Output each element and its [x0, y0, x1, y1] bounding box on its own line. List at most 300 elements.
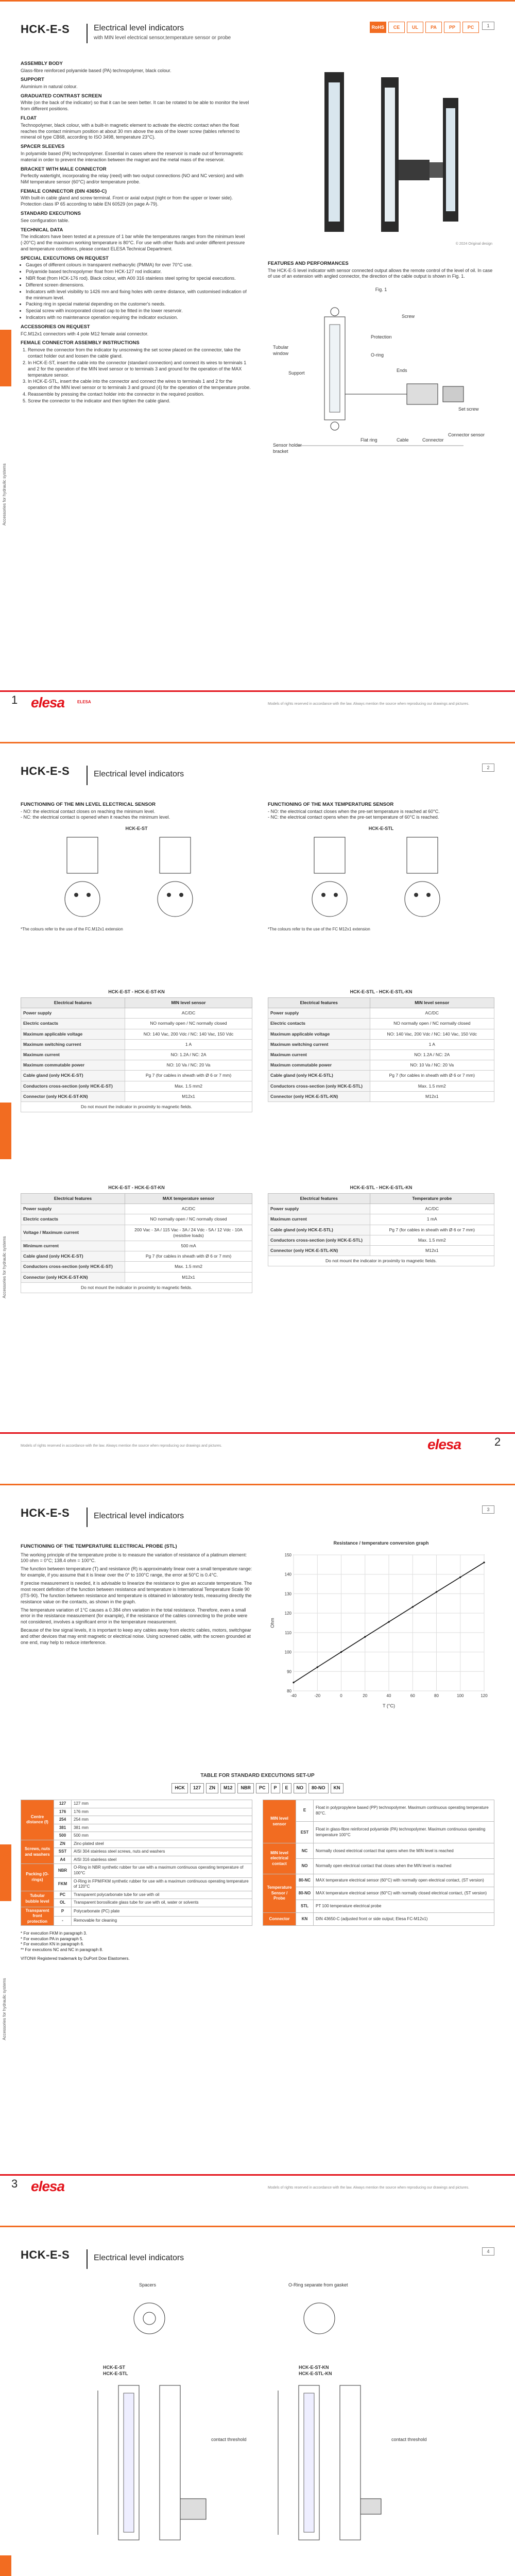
y-tick-label: 130	[284, 1591, 291, 1597]
page-title: Electrical level indicators	[94, 24, 184, 32]
resistance-chart	[268, 1547, 494, 1711]
table-row	[268, 1019, 494, 1029]
section-heading: FLOAT	[21, 115, 37, 122]
disclaimer: Models of rights reserved in accordance with the law. Always mention the source when reproducing our drawings and pictures.	[21, 1444, 222, 1448]
table-row	[21, 1008, 252, 1019]
badge-ul: UL	[407, 22, 423, 33]
table-min-sensor-stl	[268, 989, 494, 1102]
code-cell: 176	[54, 1808, 72, 1816]
product-code: HCK-E-S	[21, 2248, 70, 2261]
x-tick-label: 20	[363, 1693, 368, 1698]
product-description	[21, 58, 252, 404]
data-point	[483, 1562, 485, 1563]
cell: Max. 1.5 mm2	[370, 1235, 494, 1245]
cell: Maximum applicable voltage	[268, 1029, 370, 1039]
table-row	[268, 1060, 494, 1071]
code-cell: E	[296, 1800, 314, 1822]
table-row	[21, 1039, 252, 1049]
table-row	[268, 1225, 494, 1235]
page-top-bar	[0, 2226, 515, 2227]
table-row	[268, 1245, 494, 1256]
page-title: Electrical level indicators	[94, 2253, 184, 2262]
cell: Power supply	[21, 1008, 125, 1019]
section-text: White (on the back of the indicator) so that it can be seen better. It can be rotated to be able to monitor the level from different positions.	[21, 100, 249, 112]
table-row	[21, 1848, 252, 1856]
cell: Cable gland (only HCK-E-ST)	[21, 1251, 125, 1262]
side-tab	[0, 330, 11, 386]
page-top-bar	[0, 742, 515, 743]
page-3	[0, 1484, 515, 2215]
cell: Electric contacts	[21, 1019, 125, 1029]
description-cell: Float in glass-fibre reinforced polyamide (PA) technopolymer. Maximum continuous operating temperature 100°C	[314, 1822, 494, 1843]
code-part: 127	[190, 1783, 204, 1793]
description-cell: 500 mm	[72, 1832, 252, 1840]
code-part: PC	[256, 1783, 269, 1793]
side-tab	[0, 1844, 11, 1901]
table-row	[263, 1800, 494, 1822]
header-separator	[87, 1507, 88, 1527]
list-item: 2. In HCK-E-ST, insert the cable into the connector (standard connection) and connect its wires to terminals 1 and 2 for the operation of the MIN level sensor or to terminals 3 and ground for the operation of the MAX temperature sensor.	[28, 360, 252, 379]
section-text: The indicators have been tested at a pressure of 1 bar while the temperatures ranges from the minimum level (-20°C) and the maximum working temperature is 80°C. For use with other fluids and under different pressure and temperature conditions, please contact ELESA Technical Department.	[21, 234, 245, 251]
code-cell: P	[54, 1907, 72, 1916]
cell: Maximum current	[268, 1049, 370, 1060]
section-heading: FUNCTIONING OF THE MAX TEMPERATURE SENSOR	[268, 802, 394, 807]
code-cell: 254	[54, 1816, 72, 1824]
y-axis-label: Ohm	[270, 1618, 275, 1628]
section-heading: FUNCTIONING OF THE TEMPERATURE ELECTRICAL PROBE (STL)	[21, 1544, 177, 1549]
cell: Pg 7 (for cables in sheath with Ø 6 or 7 mm)	[370, 1071, 494, 1081]
footer-bar	[0, 690, 515, 692]
table-row	[21, 1204, 252, 1214]
table-row	[21, 1800, 252, 1808]
config-title: TABLE FOR STANDARD EXECUTIONS SET-UP	[200, 1773, 315, 1778]
cell: Maximum applicable voltage	[21, 1029, 125, 1039]
badge-pp: PP	[444, 22, 460, 33]
data-point	[293, 1682, 294, 1683]
probe-functioning	[21, 1540, 252, 1646]
table-header: MIN level sensor	[125, 997, 252, 1008]
table-temp-probe	[268, 1185, 494, 1266]
list-item: • Indicators with no maintenance operation requiring the indicator exclusion.	[26, 315, 252, 321]
data-point	[317, 1666, 318, 1668]
cell: NO normally open / NC normally closed	[370, 1019, 494, 1029]
section-heading: FEMALE CONNECTOR (DIN 43650-C)	[21, 188, 107, 194]
table-header: Electrical features	[268, 1193, 370, 1204]
table-row	[263, 1859, 494, 1874]
data-point	[436, 1591, 437, 1592]
cell: NO normally open / NC normally closed	[125, 1019, 252, 1029]
drawing-title-right: HCK-E-ST-KN	[299, 2365, 329, 2370]
description-cell: O-Ring in NBR synthetic rubber for use with a maximum continuous operating temperature of 100°C	[72, 1864, 252, 1877]
special-executions-list	[21, 262, 252, 321]
section-heading: STANDARD EXECUTIONS	[21, 211, 81, 217]
section-text: Glass-fibre reinforced polyamide based (PA) technopolymer, black colour.	[21, 67, 171, 73]
y-tick-label: 150	[284, 1552, 291, 1557]
table-row	[21, 1241, 252, 1251]
label-connector-sensor: Connector sensor	[448, 432, 485, 438]
y-tick-label: 80	[287, 1688, 291, 1693]
table-row	[21, 1824, 252, 1832]
table-header: MIN level sensor	[370, 997, 494, 1008]
description-cell: Removable for cleaning	[72, 1917, 252, 1926]
table-row	[268, 1071, 494, 1081]
footnote: * For execution KN in paragraph 6.	[21, 1942, 84, 1947]
drawing-title-left2: HCK-E-STL	[103, 2371, 128, 2376]
code-cell: KN	[296, 1913, 314, 1926]
description-cell: AISI 316 stainless steel	[72, 1856, 252, 1864]
table-header: Temperature probe	[370, 1193, 494, 1204]
section-heading: FEMALE CONNECTOR ASSEMBLY INSTRUCTIONS	[21, 340, 140, 346]
code-part: M12	[220, 1783, 236, 1793]
section-heading: BRACKET WITH MALE CONNECTOR	[21, 166, 107, 172]
page-index: 4	[482, 2247, 494, 2256]
cell: Pg 7 (for cables in sheath with Ø 6 or 7 mm)	[125, 1071, 252, 1081]
code-cell: ZN	[54, 1840, 72, 1848]
section-text: The HCK-E-S level indicator with sensor connected output allows the remote control of the level of oil. In case of use of an extension with angled connector, the direction of the cable output is shown in Fig. 1.	[268, 267, 493, 279]
code-cell: 80-NC	[296, 1874, 314, 1887]
paragraph: If precise measurement is needed, it is advisable to linearize the resistance to give an accurate temperature. The most recent definition of the function between resistance and temperature is International Temperature Scale 90 (ITS-90). The function between resistance and temperature is obtained in laboratory tests, measuring directly the resistance value on the contacts, as shown in the graph.	[21, 1581, 252, 1604]
page-title: Electrical level indicators	[94, 1512, 184, 1520]
contact-label-right: contact threshold	[391, 2437, 427, 2442]
table-row	[21, 1856, 252, 1864]
table-row	[268, 1049, 494, 1060]
code-cell: A4	[54, 1856, 72, 1864]
cell: Connector (only HCK-E-ST-KN)	[21, 1091, 125, 1101]
section-heading: ACCESSORIES ON REQUEST	[21, 324, 90, 330]
cell: NO normally open / NC normally closed	[125, 1214, 252, 1225]
product-code: HCK-E-S	[21, 1506, 70, 1519]
oring-label: O-Ring separate from gasket	[288, 2282, 348, 2287]
section-text: With built-in cable gland and screw terminal. Front or axial output (right or from the upper or lower side). Protection class IP 65 according to table EN 60529 (on page A-79).	[21, 195, 233, 207]
page-title: Electrical level indicators	[94, 770, 184, 778]
x-tick-label: 0	[340, 1693, 342, 1698]
spacers-label: Spacers	[139, 2282, 157, 2287]
category-cell: MIN level sensor	[263, 1800, 296, 1843]
page-index: 2	[482, 764, 494, 772]
table-row	[268, 1008, 494, 1019]
cell: Conductors cross-section (only HCK-E-ST)	[21, 1262, 125, 1272]
diagram-note: *The colours refer to the use of the FC.M12x1 extension	[21, 927, 123, 932]
cell: Conductors cross-section (only HCK-E-STL)	[268, 1081, 370, 1091]
list-item: • Different screen dimensions.	[26, 282, 252, 289]
assembly-instructions	[21, 347, 252, 404]
code-part: 80-NO	[308, 1783, 329, 1793]
section-heading: SUPPORT	[21, 77, 44, 83]
cell: Power supply	[21, 1204, 125, 1214]
code-cell: 80-NO	[296, 1887, 314, 1900]
features-block	[268, 258, 494, 484]
cell: Max. 1.5 mm2	[370, 1081, 494, 1091]
page-index: 3	[482, 1505, 494, 1514]
diagram-title: HCK-E-STL	[368, 826, 394, 832]
cell: Maximum commutable power	[21, 1060, 125, 1071]
list-item: 4. Reassemble by pressing the contact holder into the connector in the required position.	[28, 392, 252, 398]
category-cell: Packing (O-rings)	[21, 1864, 54, 1891]
cell: Maximum current	[21, 1049, 125, 1060]
label-cable: Cable	[397, 437, 409, 443]
page-footer	[0, 1432, 515, 1463]
page-footer	[0, 690, 515, 721]
diagram-title: HCK-E-ST	[125, 826, 148, 832]
table-row	[21, 1808, 252, 1816]
cell: AC/DC	[125, 1204, 252, 1214]
level-indicator-photo-icon	[288, 57, 494, 247]
cell: NO: 140 Vac, 200 Vdc / NC: 140 Vac, 150 Vdc	[125, 1029, 252, 1039]
description-cell: Float in polypropylene based (PP) technopolymer. Maximum continuous operating temperature 80°C.	[314, 1800, 494, 1822]
footnote: * For execution PA in paragraph 5.	[21, 1936, 83, 1941]
section-text: FC.M12x1 connectors with 4 pole M12 female axial connector.	[21, 331, 149, 336]
description-cell: MAX temperature electrical sensor (60°C) with normally open electrical contact, (ST version)	[314, 1874, 494, 1887]
max-temp-function	[268, 799, 494, 933]
code-cell: OL	[54, 1899, 72, 1907]
config-code-row	[21, 1783, 494, 1793]
config-section	[21, 1772, 494, 1961]
cell: Pg 7 (for cables in sheath with Ø 6 or 7 mm)	[125, 1251, 252, 1262]
label-protection: Protection	[371, 334, 392, 340]
table-row	[263, 1822, 494, 1843]
page-number: 1	[11, 693, 18, 706]
description-cell: Zinc-plated steel	[72, 1840, 252, 1848]
table-row	[263, 1900, 494, 1913]
side-label: Accessories for hydraulic systems	[2, 1978, 7, 2040]
table-title: HCK-E-ST - HCK-E-ST-KN	[108, 1185, 165, 1190]
section-heading: SPECIAL EXECUTIONS ON REQUEST	[21, 255, 109, 261]
label-oring: O-ring	[371, 352, 384, 358]
table-row	[21, 1081, 252, 1091]
header-separator	[87, 766, 88, 785]
code-part: ZN	[206, 1783, 218, 1793]
table-row	[21, 1102, 252, 1112]
footer-bar	[0, 1432, 515, 1434]
code-part: NBR	[237, 1783, 254, 1793]
drawing-title-left: HCK-E-ST	[103, 2365, 125, 2370]
contact-label-left: contact threshold	[211, 2437, 247, 2442]
table-title: HCK-E-STL - HCK-E-STL-KN	[350, 1185, 413, 1190]
badge-pc: PC	[462, 22, 479, 33]
table-row	[21, 1272, 252, 1282]
page-header	[21, 1505, 494, 1531]
list-item: • NBR float (from HCK-176 rod). Black colour, with A00 316 stainless steel spring for special executions.	[26, 276, 252, 282]
footnote: * For execution FKM in paragraph 3.	[21, 1931, 87, 1936]
code-cell: PC	[54, 1891, 72, 1899]
side-label: Accessories for hydraulic systems	[2, 463, 7, 526]
table-row	[268, 1091, 494, 1101]
wiring-diagram-right	[268, 832, 494, 925]
section-heading: GRADUATED CONTRAST SCREEN	[21, 93, 102, 99]
x-tick-label: -40	[290, 1693, 297, 1698]
section-text: See configuration table.	[21, 217, 70, 223]
y-tick-label: 110	[285, 1630, 291, 1635]
table-row	[21, 1091, 252, 1101]
table-row	[268, 1214, 494, 1225]
cell: Maximum switching current	[21, 1039, 125, 1049]
code-part: P	[271, 1783, 280, 1793]
code-cell: 127	[54, 1800, 72, 1808]
data-point	[412, 1606, 414, 1607]
table-header: Electrical features	[268, 997, 370, 1008]
photo-caption: © 2024 Original design	[455, 242, 492, 246]
data-point	[364, 1636, 366, 1637]
table-row	[21, 1029, 252, 1039]
product-code: HCK-E-S	[21, 23, 70, 36]
table-row	[268, 1235, 494, 1245]
badge-ce: CE	[388, 22, 405, 33]
x-axis-label: T (°C)	[383, 1703, 395, 1708]
paragraph: The temperature variation of 1°C causes a 0.384 ohm variation in the total resistance. Therefore, even a small error in the resistance measurement (for example), if the resistance of the cables connecting to the probe were not considered, involves a significant error in the temperature measurement.	[21, 1607, 248, 1625]
category-cell: Temperature Sensor / Probe	[263, 1874, 296, 1912]
table-title: HCK-E-STL - HCK-E-STL-KN	[350, 989, 413, 994]
table-row	[21, 1251, 252, 1262]
description-cell: O-Ring in FPM/FKM synthetic rubber for use with a maximum continuous operating temperature of 120°C	[72, 1877, 252, 1891]
code-cell: 381	[54, 1824, 72, 1832]
cell: Connector (only HCK-E-ST-KN)	[21, 1272, 125, 1282]
code-cell: STL	[296, 1900, 314, 1913]
category-cell: Connector	[263, 1913, 296, 1926]
cell: Do not mount the indicator in proximity to magnetic fields.	[21, 1102, 252, 1112]
side-tab	[0, 1103, 11, 1159]
category-cell: Centre distance (f)	[21, 1800, 54, 1840]
y-tick-label: 100	[284, 1650, 291, 1655]
cell: Pg 7 (for cables in sheath with Ø 6 or 7 mm)	[370, 1225, 494, 1235]
description-cell: 127 mm	[72, 1800, 252, 1808]
section-text: - NO: the electrical contact closes when the pre-set temperature is reached at 60°C. - NC: the electrical contact opens when the pre-set temperature of 60°C is reached.	[268, 808, 440, 820]
table-header: Electrical features	[21, 1193, 125, 1204]
cell: 200 Vac - 3A / 115 Vac - 3A / 24 Vdc - 5A / 12 Vdc - 10A (resistive loads)	[125, 1225, 252, 1241]
page-footer	[0, 2174, 515, 2205]
cell: NO: 10 Va / NC: 20 Va	[125, 1060, 252, 1071]
code-cell: FKM	[54, 1877, 72, 1891]
table-row	[263, 1887, 494, 1900]
cell: AC/DC	[370, 1008, 494, 1019]
description-cell: DIN 43650-C (adjusted front or side output; Elesa FC-M12x1)	[314, 1913, 494, 1926]
list-item: 1. Remove the connector from the indicator by unscrewing the set screw placed on the connector, take the contact holder out and loosen the cable gland.	[28, 347, 252, 360]
page-1	[0, 0, 515, 732]
category-cell: MIN level electrical contact	[263, 1843, 296, 1874]
table-min-sensor-st	[21, 989, 252, 1112]
brand-logo: elesa	[31, 694, 65, 710]
description-cell: Transparent polycarbonate tube for use with oil	[72, 1891, 252, 1899]
page-2	[0, 742, 515, 1473]
code-part: HCK	[171, 1783, 188, 1793]
cell: Maximum switching current	[268, 1039, 370, 1049]
section-heading: SPACER SLEEVES	[21, 144, 65, 150]
certification-badges	[370, 22, 479, 33]
category-cell: Transparent front protection	[21, 1907, 54, 1926]
code-cell: NBR	[54, 1864, 72, 1877]
cell: Voltage / Maximum current	[21, 1225, 125, 1241]
spec-table	[21, 997, 252, 1112]
page-number: 3	[11, 2177, 18, 2190]
table-row	[263, 1843, 494, 1859]
section-text: In polyamide based (PA) technopolymer. Essential in cases where the reservoir is made out of ferromagnetic material in order to prevent the interaction between the magnet and the metal mass of the reservoir.	[21, 150, 244, 162]
label-sensor-holder: Sensor holder bracket	[273, 443, 302, 454]
description-cell: 381 mm	[72, 1824, 252, 1832]
dimensional-drawing	[72, 2282, 464, 2571]
cell: NO: 1.2A / NC: 2A	[370, 1049, 494, 1060]
label-connector: Connector	[422, 437, 444, 443]
code-part: NO	[294, 1783, 307, 1793]
wiring-diagram-left	[21, 832, 252, 925]
cell: 1 A	[125, 1039, 252, 1049]
side-tab	[0, 2555, 11, 2576]
table-row	[21, 1816, 252, 1824]
cell: Cable gland (only HCK-E-ST)	[21, 1071, 125, 1081]
config-tables	[21, 1800, 494, 1926]
description-cell: Polycarbonate (PC) plate	[72, 1907, 252, 1916]
cell: Do not mount the indicator in proximity to magnetic fields.	[268, 1256, 494, 1266]
section-text: - NO: the electrical contact closes on reaching the minimum level. - NC: the electrical contact is opened when it reaches the minimum level.	[21, 808, 170, 820]
list-item: 5. Screw the connector to the indicator and then tighten the cable gland.	[28, 398, 252, 404]
table-row	[21, 1864, 252, 1877]
table-row	[21, 1877, 252, 1891]
section-heading: TECHNICAL DATA	[21, 227, 63, 233]
spec-table	[268, 1193, 494, 1267]
cell: M12x1	[370, 1245, 494, 1256]
table-row	[268, 1039, 494, 1049]
table-row	[21, 1019, 252, 1029]
table-row	[21, 1049, 252, 1060]
header-separator	[87, 2249, 88, 2269]
list-item: • Polyamide based technopolymer float from HCK-127 rod indicator.	[26, 269, 252, 275]
cell: M12x1	[125, 1091, 252, 1101]
x-tick-label: 120	[480, 1693, 488, 1698]
page-left-code: ELESA	[77, 700, 91, 704]
description-cell: Normally closed electrical contact that opens when the MIN level is reached	[314, 1843, 494, 1859]
footnote: ** For executions NC and NC in paragraph 8.	[21, 1947, 104, 1952]
label-set-screw: Set screw	[458, 406, 479, 412]
paragraph: The working principle of the temperature probe is to measure the variation of resistance of a platinum element: 100 ohm = 0°C; 138.4 ohm = 100°C.	[21, 1552, 247, 1564]
table-row	[21, 1907, 252, 1916]
code-part: KN	[331, 1783, 344, 1793]
header-separator	[87, 24, 88, 43]
cell: Electric contacts	[21, 1214, 125, 1225]
brand-logo: elesa	[427, 1436, 461, 1452]
page-index: 1	[482, 22, 494, 30]
y-tick-label: 90	[287, 1669, 291, 1674]
drawing-title-right2: HCK-E-STL-KN	[299, 2371, 332, 2376]
table-row	[268, 1081, 494, 1091]
cell: NO: 1.2A / NC: 2A	[125, 1049, 252, 1060]
table-row	[21, 1060, 252, 1071]
table-max-temp-sensor	[21, 1185, 252, 1293]
cell: Connector (only HCK-E-STL-KN)	[268, 1091, 370, 1101]
technical-drawings	[72, 2282, 464, 2571]
data-point	[340, 1651, 342, 1653]
cell: 1 mA	[370, 1214, 494, 1225]
label-screw: Screw	[402, 314, 415, 319]
list-item: • Gauges of different colours in transparent methacrylic (PMMA) for over 70°C use.	[26, 262, 252, 268]
table-header: MAX temperature sensor	[125, 1193, 252, 1204]
section-heading: FUNCTIONING OF THE MIN LEVEL ELECTRICAL SENSOR	[21, 802, 156, 807]
label-ends: Ends	[397, 368, 407, 374]
code-cell: EST	[296, 1822, 314, 1843]
code-cell: 500	[54, 1832, 72, 1840]
cell: AC/DC	[125, 1008, 252, 1019]
description-cell: MAX temperature electrical sensor (60°C) with normally closed electrical contact, (ST version)	[314, 1887, 494, 1900]
code-cell: NO	[296, 1859, 314, 1874]
category-cell: Screws, nuts and washers	[21, 1840, 54, 1864]
code-cell: -	[54, 1917, 72, 1926]
product-photo	[288, 57, 494, 247]
data-point	[388, 1621, 389, 1622]
table-row	[263, 1913, 494, 1926]
list-item: 3. In HCK-E-STL, insert the cable into the connector and connect the wires to terminals 1 and 2 for the operation of the MIN level sensor or to terminals 3 and ground (4) for the operation of the temperature probe.	[28, 379, 252, 391]
list-item: • Packing ring in special material depending on the customer's needs.	[26, 301, 252, 308]
table-row	[21, 1071, 252, 1081]
data-point	[459, 1577, 461, 1578]
list-item: • Special screw with incorporated closed cap to be fitted in the lower reservoir.	[26, 308, 252, 314]
table-row	[263, 1874, 494, 1887]
